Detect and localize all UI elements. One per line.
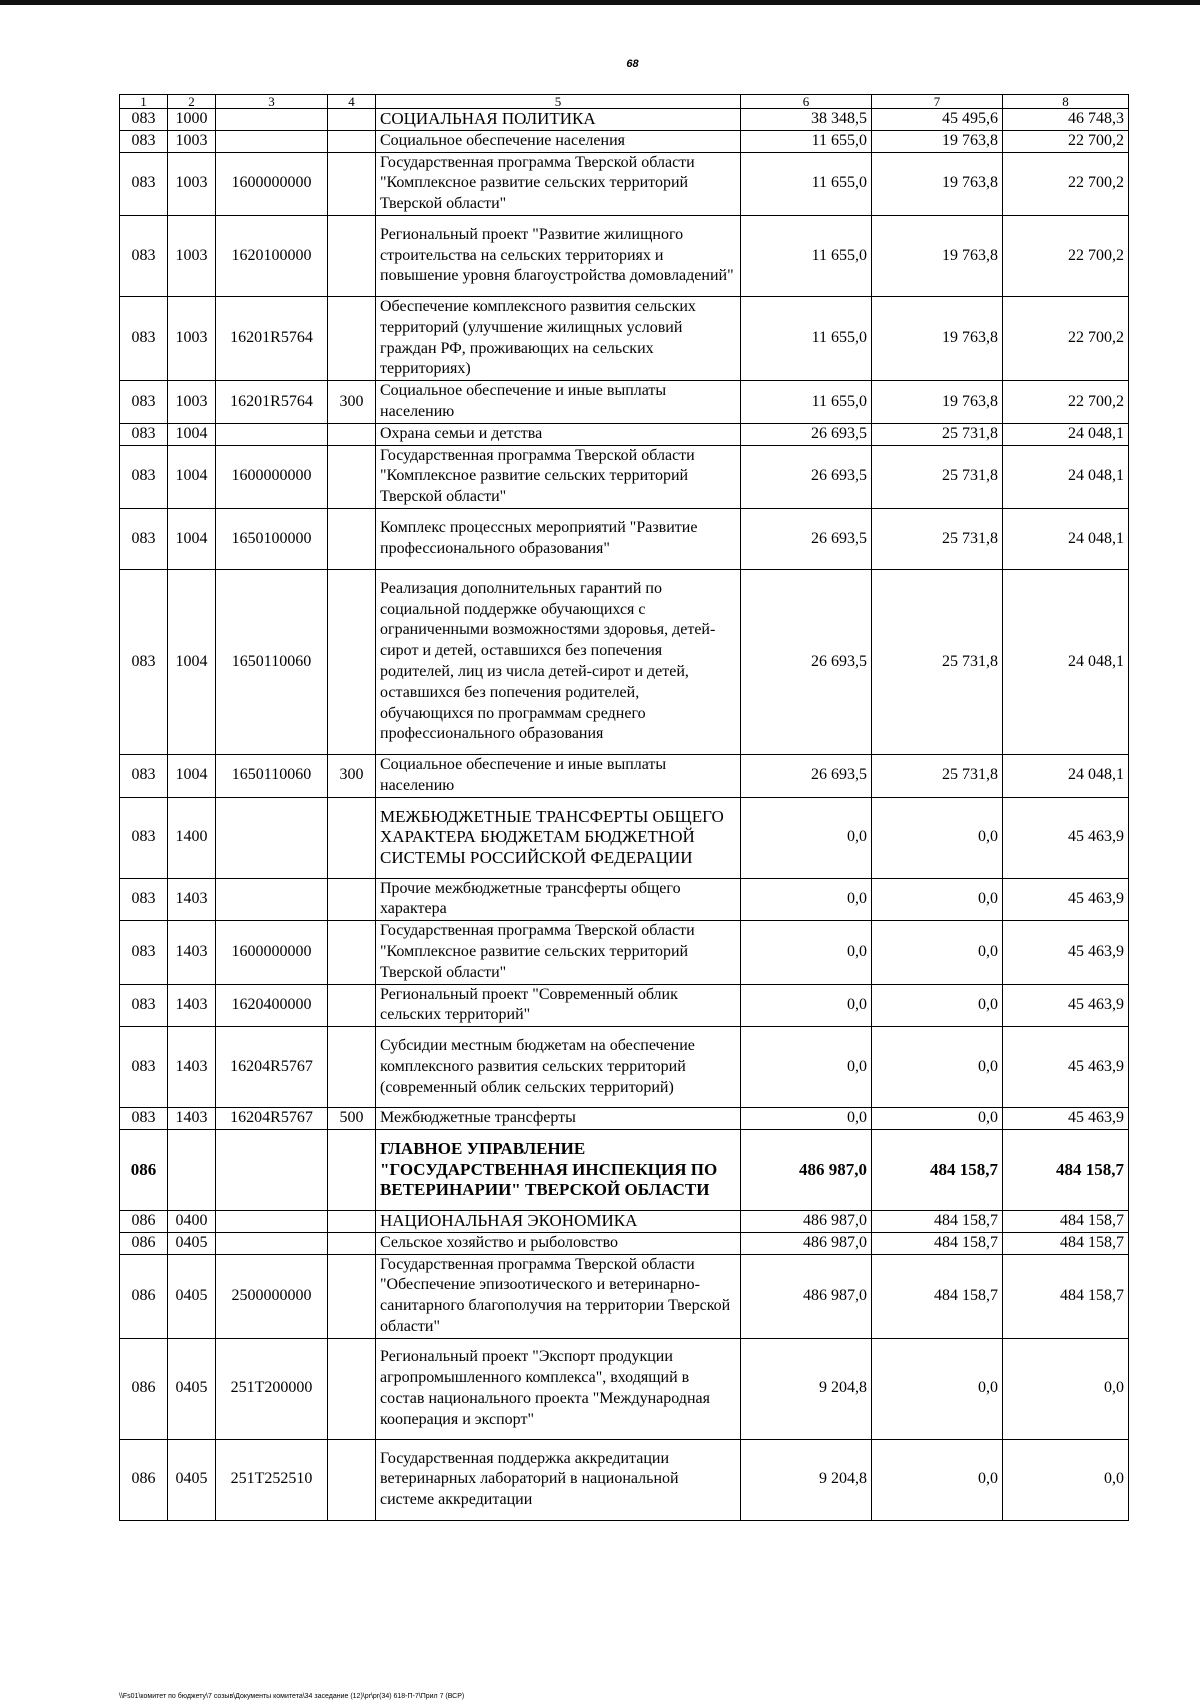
footer-file-path: \\Fs01\комитет по бюджету\7 созыв\Документы комитета\34 заседание (12)\pr\pr(34) 618-П-7\Прил 7 (ВСР)	[119, 1693, 465, 1700]
amount-year3-cell: 45 463,9	[1003, 1108, 1129, 1130]
name-cell: Охрана семьи и детства	[376, 423, 741, 445]
section-code-cell: 0405	[168, 1254, 216, 1338]
table-row	[120, 109, 1129, 131]
amount-year2-cell: 0,0	[872, 921, 1003, 984]
expense-type-cell	[328, 797, 376, 878]
column-number: 5	[376, 95, 741, 109]
amount-year2-cell: 19 763,8	[872, 381, 1003, 424]
amount-year3-cell: 484 158,7	[1003, 1254, 1129, 1338]
name-cell: Обеспечение комплексного развития сельских территорий (улучшение жилищных условий граждан РФ, проживающих на сельских территориях)	[376, 296, 741, 380]
name-cell: Прочие межбюджетные трансферты общего характера	[376, 878, 741, 921]
gov-code-cell: 083	[120, 878, 168, 921]
column-number: 3	[216, 95, 328, 109]
section-code-cell: 0405	[168, 1439, 216, 1520]
target-article-cell: 16204R5767	[216, 1108, 328, 1130]
top-border-line	[0, 0, 1200, 5]
name-cell: ГЛАВНОЕ УПРАВЛЕНИЕ "ГОСУДАРСТВЕННАЯ ИНСПЕКЦИЯ ПО ВЕТЕРИНАРИИ" ТВЕРСКОЙ ОБЛАСТИ	[376, 1129, 741, 1210]
column-number: 7	[872, 95, 1003, 109]
amount-year1-cell: 26 693,5	[741, 754, 872, 797]
gov-code-cell: 086	[120, 1439, 168, 1520]
amount-year1-cell: 0,0	[741, 984, 872, 1027]
amount-year1-cell: 0,0	[741, 921, 872, 984]
target-article-cell	[216, 1210, 328, 1232]
gov-code-cell: 083	[120, 921, 168, 984]
table-row	[120, 1439, 1129, 1520]
section-code-cell: 1004	[168, 569, 216, 754]
gov-code-cell: 083	[120, 569, 168, 754]
expense-type-cell	[328, 1210, 376, 1232]
table-row	[120, 1254, 1129, 1338]
amount-year3-cell: 24 048,1	[1003, 423, 1129, 445]
table-row	[120, 152, 1129, 215]
expense-type-cell	[328, 109, 376, 131]
target-article-cell: 1600000000	[216, 152, 328, 215]
target-article-cell: 1620400000	[216, 984, 328, 1027]
expense-type-cell	[328, 984, 376, 1027]
expense-type-cell: 300	[328, 754, 376, 797]
name-cell: Региональный проект "Современный облик сельских территорий"	[376, 984, 741, 1027]
table-row	[120, 381, 1129, 424]
amount-year2-cell: 484 158,7	[872, 1210, 1003, 1232]
amount-year1-cell: 9 204,8	[741, 1439, 872, 1520]
amount-year1-cell: 486 987,0	[741, 1129, 872, 1210]
column-number: 1	[120, 95, 168, 109]
amount-year3-cell: 22 700,2	[1003, 130, 1129, 152]
target-article-cell: 16201R5764	[216, 381, 328, 424]
expense-type-cell	[328, 1254, 376, 1338]
amount-year3-cell: 24 048,1	[1003, 754, 1129, 797]
gov-code-cell: 083	[120, 130, 168, 152]
section-code-cell: 1004	[168, 508, 216, 569]
name-cell: Социальное обеспечение и иные выплаты населению	[376, 754, 741, 797]
amount-year2-cell: 0,0	[872, 984, 1003, 1027]
gov-code-cell: 083	[120, 797, 168, 878]
amount-year1-cell: 26 693,5	[741, 445, 872, 508]
expense-type-cell	[328, 445, 376, 508]
column-number: 8	[1003, 95, 1129, 109]
section-code-cell: 1003	[168, 130, 216, 152]
amount-year1-cell: 0,0	[741, 1108, 872, 1130]
name-cell: Региональный проект "Экспорт продукции агропромышленного комплекса", входящий в состав национального проекта "Международная кооперация и экспорт"	[376, 1338, 741, 1439]
expense-type-cell: 500	[328, 1108, 376, 1130]
amount-year1-cell: 486 987,0	[741, 1210, 872, 1232]
amount-year2-cell: 0,0	[872, 797, 1003, 878]
name-cell: Межбюджетные трансферты	[376, 1108, 741, 1130]
amount-year2-cell: 45 495,6	[872, 109, 1003, 131]
amount-year2-cell: 484 158,7	[872, 1254, 1003, 1338]
name-cell: Комплекс процессных мероприятий "Развитие профессионального образования"	[376, 508, 741, 569]
amount-year1-cell: 26 693,5	[741, 508, 872, 569]
target-article-cell	[216, 1129, 328, 1210]
amount-year1-cell: 9 204,8	[741, 1338, 872, 1439]
amount-year1-cell: 38 348,5	[741, 109, 872, 131]
target-article-cell	[216, 130, 328, 152]
column-number: 2	[168, 95, 216, 109]
gov-code-cell: 083	[120, 215, 168, 296]
gov-code-cell: 083	[120, 754, 168, 797]
expense-type-cell	[328, 1232, 376, 1254]
expense-type-cell	[328, 1129, 376, 1210]
amount-year1-cell: 0,0	[741, 797, 872, 878]
amount-year1-cell: 11 655,0	[741, 296, 872, 380]
gov-code-cell: 086	[120, 1129, 168, 1210]
gov-code-cell: 086	[120, 1210, 168, 1232]
table-row	[120, 1027, 1129, 1108]
name-cell: Государственная программа Тверской области "Обеспечение эпизоотического и ветеринарно-санитарного благополучия на территории Тверской области"	[376, 1254, 741, 1338]
target-article-cell	[216, 1232, 328, 1254]
expense-type-cell	[328, 296, 376, 380]
amount-year2-cell: 25 731,8	[872, 508, 1003, 569]
amount-year1-cell: 0,0	[741, 1027, 872, 1108]
amount-year1-cell: 0,0	[741, 878, 872, 921]
amount-year3-cell: 45 463,9	[1003, 921, 1129, 984]
section-code-cell: 1003	[168, 296, 216, 380]
section-code-cell: 1403	[168, 878, 216, 921]
target-article-cell: 1600000000	[216, 445, 328, 508]
amount-year3-cell: 24 048,1	[1003, 508, 1129, 569]
expense-type-cell	[328, 921, 376, 984]
section-code-cell: 1400	[168, 797, 216, 878]
name-cell: Региональный проект "Развитие жилищного строительства на сельских территориях и повышение уровня благоустройства домовладений"	[376, 215, 741, 296]
section-code-cell: 1403	[168, 984, 216, 1027]
section-code-cell: 0400	[168, 1210, 216, 1232]
expense-type-cell	[328, 152, 376, 215]
amount-year2-cell: 0,0	[872, 1027, 1003, 1108]
amount-year3-cell: 24 048,1	[1003, 569, 1129, 754]
amount-year1-cell: 11 655,0	[741, 152, 872, 215]
target-article-cell: 251T252510	[216, 1439, 328, 1520]
amount-year3-cell: 484 158,7	[1003, 1129, 1129, 1210]
table-row	[120, 754, 1129, 797]
table-row	[120, 1129, 1129, 1210]
section-code-cell: 1003	[168, 152, 216, 215]
amount-year2-cell: 19 763,8	[872, 296, 1003, 380]
table-row	[120, 215, 1129, 296]
table-row	[120, 1108, 1129, 1130]
amount-year2-cell: 0,0	[872, 1439, 1003, 1520]
amount-year2-cell: 25 731,8	[872, 423, 1003, 445]
target-article-cell: 1620100000	[216, 215, 328, 296]
target-article-cell	[216, 878, 328, 921]
name-cell: Реализация дополнительных гарантий по социальной поддержке обучающихся с ограниченными возможностями здоровья, детей-сирот и детей, оставшихся без попечения родителей, лиц из числа детей-сирот и детей, оставшихся без попечения родителей, обучающихся по программам среднего профессионального образования	[376, 569, 741, 754]
expense-type-cell: 300	[328, 381, 376, 424]
target-article-cell: 1600000000	[216, 921, 328, 984]
name-cell: Субсидии местным бюджетам на обеспечение комплексного развития сельских территорий (современный облик сельских территорий)	[376, 1027, 741, 1108]
gov-code-cell: 083	[120, 423, 168, 445]
amount-year3-cell: 45 463,9	[1003, 797, 1129, 878]
amount-year3-cell: 45 463,9	[1003, 878, 1129, 921]
target-article-cell: 16201R5764	[216, 296, 328, 380]
expense-type-cell	[328, 1439, 376, 1520]
table-row	[120, 1338, 1129, 1439]
gov-code-cell: 083	[120, 296, 168, 380]
amount-year2-cell: 0,0	[872, 1338, 1003, 1439]
expense-type-cell	[328, 878, 376, 921]
name-cell: Социальное обеспечение населения	[376, 130, 741, 152]
table-row	[120, 1232, 1129, 1254]
table-row	[120, 797, 1129, 878]
amount-year1-cell: 11 655,0	[741, 381, 872, 424]
section-code-cell: 0405	[168, 1338, 216, 1439]
expense-type-cell	[328, 215, 376, 296]
name-cell: Государственная программа Тверской области "Комплексное развитие сельских территорий Тверской области"	[376, 921, 741, 984]
amount-year3-cell: 45 463,9	[1003, 1027, 1129, 1108]
target-article-cell: 1650110060	[216, 569, 328, 754]
target-article-cell: 1650100000	[216, 508, 328, 569]
target-article-cell	[216, 109, 328, 131]
amount-year3-cell: 45 463,9	[1003, 984, 1129, 1027]
gov-code-cell: 083	[120, 508, 168, 569]
amount-year1-cell: 486 987,0	[741, 1232, 872, 1254]
amount-year1-cell: 26 693,5	[741, 423, 872, 445]
amount-year2-cell: 19 763,8	[872, 130, 1003, 152]
name-cell: МЕЖБЮДЖЕТНЫЕ ТРАНСФЕРТЫ ОБЩЕГО ХАРАКТЕРА БЮДЖЕТАМ БЮДЖЕТНОЙ СИСТЕМЫ РОССИЙСКОЙ ФЕДЕРАЦИИ	[376, 797, 741, 878]
name-cell: Государственная поддержка аккредитации ветеринарных лабораторий в национальной системе аккредитации	[376, 1439, 741, 1520]
expense-type-cell	[328, 1027, 376, 1108]
amount-year1-cell: 11 655,0	[741, 130, 872, 152]
table-row	[120, 508, 1129, 569]
expense-type-cell	[328, 1338, 376, 1439]
amount-year2-cell: 25 731,8	[872, 754, 1003, 797]
gov-code-cell: 083	[120, 109, 168, 131]
expense-type-cell	[328, 423, 376, 445]
amount-year2-cell: 19 763,8	[872, 152, 1003, 215]
amount-year2-cell: 0,0	[872, 1108, 1003, 1130]
amount-year3-cell: 22 700,2	[1003, 381, 1129, 424]
amount-year3-cell: 484 158,7	[1003, 1232, 1129, 1254]
amount-year2-cell: 484 158,7	[872, 1129, 1003, 1210]
page-number: 68	[626, 58, 639, 70]
expense-type-cell	[328, 569, 376, 754]
expense-type-cell	[328, 508, 376, 569]
table-row	[120, 445, 1129, 508]
expense-type-cell	[328, 130, 376, 152]
gov-code-cell: 083	[120, 152, 168, 215]
amount-year3-cell: 22 700,2	[1003, 215, 1129, 296]
table-row	[120, 296, 1129, 380]
budget-table	[119, 94, 1129, 1521]
gov-code-cell: 083	[120, 984, 168, 1027]
column-number-row	[120, 95, 1129, 109]
gov-code-cell: 083	[120, 1108, 168, 1130]
amount-year2-cell: 484 158,7	[872, 1232, 1003, 1254]
amount-year3-cell: 484 158,7	[1003, 1210, 1129, 1232]
amount-year1-cell: 11 655,0	[741, 215, 872, 296]
table-row	[120, 130, 1129, 152]
section-code-cell: 1403	[168, 1108, 216, 1130]
name-cell: Социальное обеспечение и иные выплаты населению	[376, 381, 741, 424]
table-row	[120, 569, 1129, 754]
section-code-cell	[168, 1129, 216, 1210]
gov-code-cell: 083	[120, 445, 168, 508]
table-row	[120, 878, 1129, 921]
table-row	[120, 921, 1129, 984]
column-number: 4	[328, 95, 376, 109]
name-cell: Государственная программа Тверской области "Комплексное развитие сельских территорий Тверской области"	[376, 152, 741, 215]
amount-year3-cell: 24 048,1	[1003, 445, 1129, 508]
section-code-cell: 1003	[168, 381, 216, 424]
target-article-cell	[216, 797, 328, 878]
section-code-cell: 1403	[168, 921, 216, 984]
section-code-cell: 1003	[168, 215, 216, 296]
section-code-cell: 1403	[168, 1027, 216, 1108]
gov-code-cell: 083	[120, 1027, 168, 1108]
amount-year2-cell: 0,0	[872, 878, 1003, 921]
gov-code-cell: 086	[120, 1254, 168, 1338]
amount-year2-cell: 19 763,8	[872, 215, 1003, 296]
column-number: 6	[741, 95, 872, 109]
name-cell: Сельское хозяйство и рыболовство	[376, 1232, 741, 1254]
section-code-cell: 1000	[168, 109, 216, 131]
target-article-cell: 16204R5767	[216, 1027, 328, 1108]
amount-year2-cell: 25 731,8	[872, 569, 1003, 754]
section-code-cell: 1004	[168, 754, 216, 797]
table-row	[120, 984, 1129, 1027]
section-code-cell: 1004	[168, 445, 216, 508]
name-cell: НАЦИОНАЛЬНАЯ ЭКОНОМИКА	[376, 1210, 741, 1232]
name-cell: СОЦИАЛЬНАЯ ПОЛИТИКА	[376, 109, 741, 131]
amount-year3-cell: 46 748,3	[1003, 109, 1129, 131]
gov-code-cell: 086	[120, 1338, 168, 1439]
amount-year1-cell: 486 987,0	[741, 1254, 872, 1338]
section-code-cell: 0405	[168, 1232, 216, 1254]
target-article-cell: 251T200000	[216, 1338, 328, 1439]
gov-code-cell: 083	[120, 381, 168, 424]
amount-year2-cell: 25 731,8	[872, 445, 1003, 508]
amount-year3-cell: 22 700,2	[1003, 296, 1129, 380]
amount-year3-cell: 0,0	[1003, 1439, 1129, 1520]
target-article-cell: 1650110060	[216, 754, 328, 797]
target-article-cell	[216, 423, 328, 445]
table-row	[120, 423, 1129, 445]
name-cell: Государственная программа Тверской области "Комплексное развитие сельских территорий Тверской области"	[376, 445, 741, 508]
table-row	[120, 1210, 1129, 1232]
section-code-cell: 1004	[168, 423, 216, 445]
amount-year1-cell: 26 693,5	[741, 569, 872, 754]
target-article-cell: 2500000000	[216, 1254, 328, 1338]
gov-code-cell: 086	[120, 1232, 168, 1254]
amount-year3-cell: 22 700,2	[1003, 152, 1129, 215]
amount-year3-cell: 0,0	[1003, 1338, 1129, 1439]
